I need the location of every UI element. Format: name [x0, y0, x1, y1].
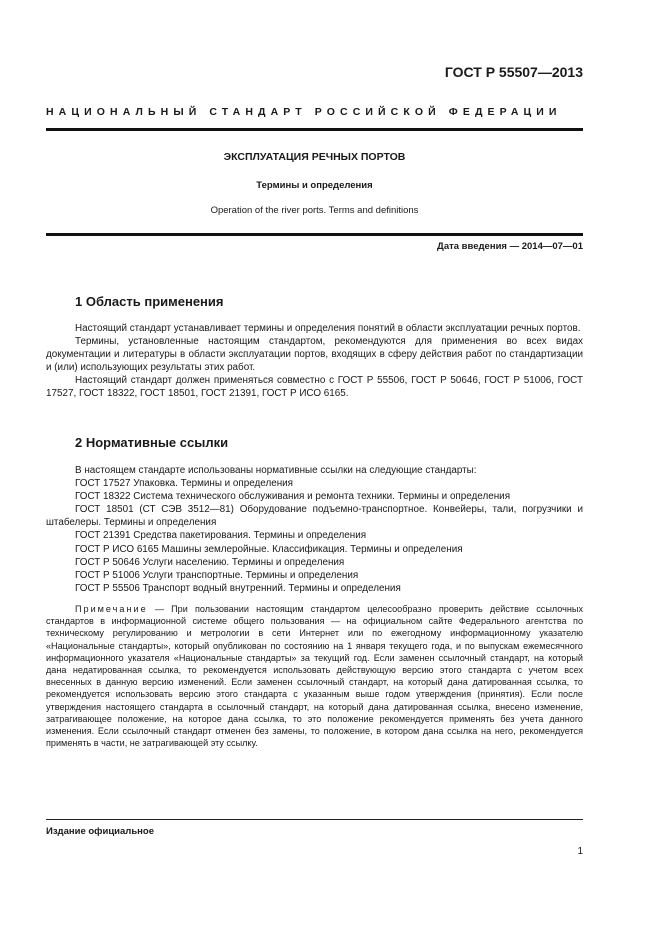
- introduction-date: Дата введения — 2014—07—01: [437, 241, 583, 252]
- footer-rule: [46, 819, 583, 820]
- reference-item: ГОСТ Р 51006 Услуги транспортные. Термины и определения: [75, 569, 359, 581]
- top-rule: [46, 128, 583, 131]
- reference-intro: В настоящем стандарте использованы нормативные ссылки на следующие стандарты:: [75, 465, 477, 476]
- reference-item: ГОСТ Р ИСО 6165 Машины землеройные. Классификация. Термины и определения: [75, 543, 463, 555]
- section-1-paragraph: Термины, установленные настоящим стандартом, рекомендуются для применения во всех видах документации и литературы в области эксплуатации портов, входящих в сферу действия работ по стандартизации и (или) использующих результаты этих работ.: [46, 336, 583, 374]
- reference-item: ГОСТ Р 50646 Услуги населению. Термины и определения: [75, 556, 345, 568]
- reference-item: ГОСТ 17527 Упаковка. Термины и определения: [75, 478, 294, 490]
- national-standard-banner: НАЦИОНАЛЬНЫЙ СТАНДАРТ РОССИЙСКОЙ ФЕДЕРАЦИИ: [46, 106, 562, 118]
- note-label: Примечание: [75, 604, 148, 614]
- title-bottom-rule: [46, 233, 583, 236]
- gost-number: ГОСТ Р 55507—2013: [444, 64, 583, 80]
- reference-item: ГОСТ 21391 Средства пакетирования. Термины и определения: [75, 530, 367, 542]
- section-1-heading: 1 Область применения: [75, 294, 224, 309]
- note-text: — При пользовании настоящим стандартом целесообразно проверить действие ссылочных стандартов в информационной системе общего пользования — на официальном сайте Федерального агентства по техническому регулированию и метрологии в сети Интернет или по ежегодному информационному указателю «Национальные стандарты», который опубликован по состоянию на 1 января текущего года, и по выпускам ежемесячного информационного указателя «Национальные стандарты» за текущий год. Если заменен ссылочный стандарт, на который дана недатированная ссылка, то рекомендуется использовать действующую версию этого стандарта с учетом всех внесенных в данную версию изменений. Если заменен ссылочный стандарт, на который дана датированная ссылка, то рекомендуется использовать версию этого стандарта с указанным выше годом утверждения (принятия). Если после утверждения настоящего стандарта в ссылочный стандарт, на который дана датированная ссылка, внесено изменение, затрагивающее положение, на которое дана ссылка, то это положение рекомендуется применять без учета данного изменения. Если ссылочный стандарт отменен без замены, то положение, в котором дана ссылка на него, рекомендуется применять в части, не затрагивающей эту ссылку.: [46, 604, 583, 749]
- reference-item: ГОСТ 18322 Система технического обслуживания и ремонта техники. Термины и определения: [75, 491, 511, 503]
- section-1-paragraph: Настоящий стандарт устанавливает термины и определения понятий в области эксплуатации речных портов.: [75, 323, 581, 334]
- english-title: Operation of the river ports. Terms and definitions: [210, 205, 419, 216]
- document-subtitle: Термины и определения: [256, 180, 373, 191]
- reference-note: [46, 603, 583, 749]
- section-1-paragraph: Настоящий стандарт должен применяться совместно с ГОСТ Р 55506, ГОСТ Р 50646, ГОСТ Р 51006, ГОСТ 17527, ГОСТ 18322, ГОСТ 18501, ГОСТ 21391, ГОСТ Р ИСО 6165.: [46, 375, 583, 400]
- page-number: 1: [577, 846, 583, 857]
- section-1-body: [46, 322, 583, 401]
- reference-item: ГОСТ Р 55506 Транспорт водный внутренний. Термины и определения: [75, 582, 401, 594]
- section-2-body: [46, 464, 583, 595]
- section-2-heading: 2 Нормативные ссылки: [75, 435, 229, 450]
- reference-item: ГОСТ 18501 (СТ СЭВ 3512—81) Оборудование подъемно-транспортное. Конвейеры, тали, погрузчики и штабелеры. Термины и определения: [46, 504, 583, 529]
- document-title: ЭКСПЛУАТАЦИЯ РЕЧНЫХ ПОРТОВ: [223, 151, 406, 163]
- official-edition-label: Издание официальное: [46, 826, 154, 837]
